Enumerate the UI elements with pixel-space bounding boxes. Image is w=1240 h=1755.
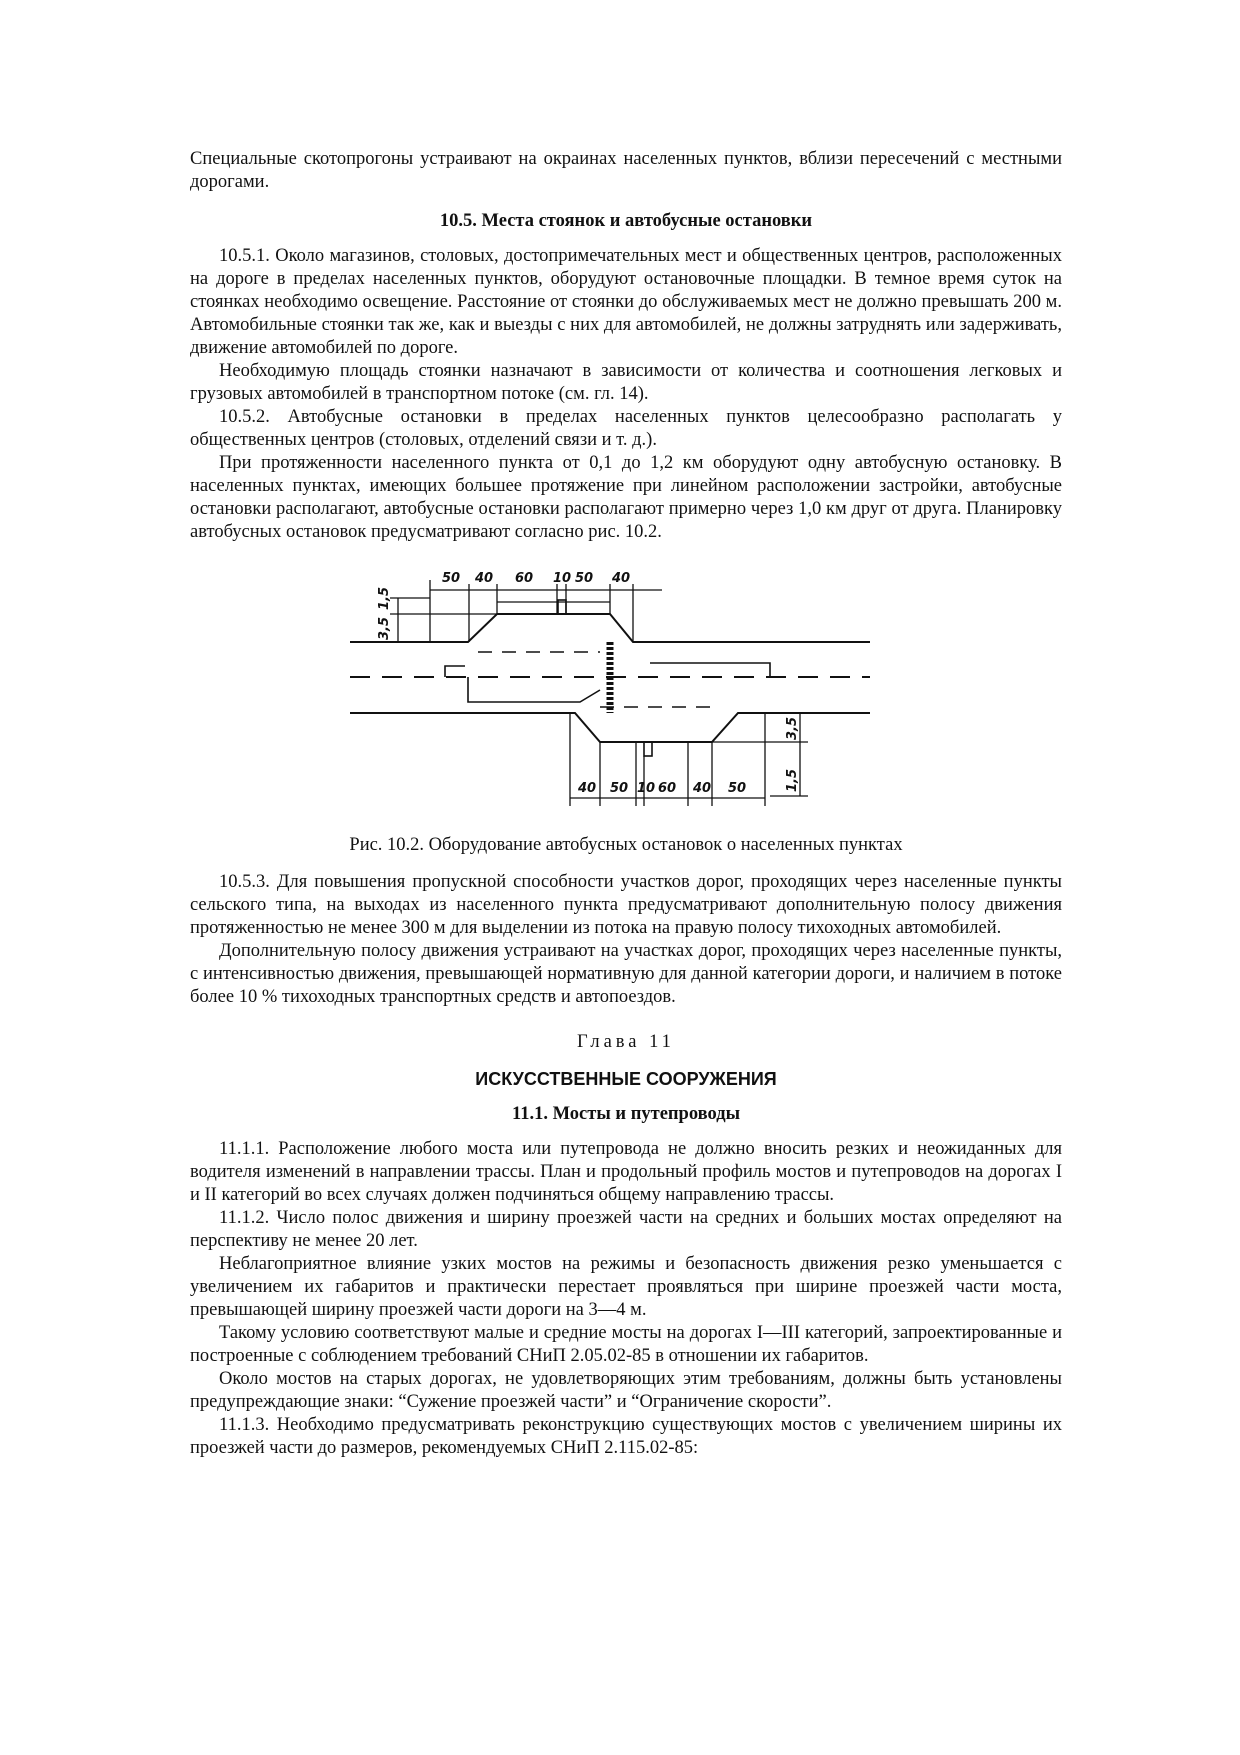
- paragraph-10-5-1: 10.5.1. Около магазинов, столовых, достопримечательных мест и общественных центров, расположенных на дороге в пределах населенных пунктов, оборудуют остановочные площадки. В темное время суток на стоянках необходимо освещение. Расстояние от стоянки до обслуживаемых мест не должно превышать 200 м. Автомобильные стоянки так же, как и выезды с них для автомобилей, не должны затруднять или задерживать, движение автомобилей по дороге.: [190, 246, 1062, 358]
- paragraph-bridge-conditions: Такому условию соответствуют малые и средние мосты на дорогах I—III категорий, запроектированные и построенные с соблюдением требований СНиП 2.05.02-85 в отношении их габаритов.: [190, 1323, 1062, 1366]
- upper-road-edge: [350, 614, 870, 642]
- bottom-shelter: [644, 742, 652, 756]
- section-10-5-heading: 10.5. Места стоянок и автобусные остановки: [439, 211, 813, 231]
- paragraph-11-1-3: 11.1.3. Необходимо предусматривать реконструкцию существующих мостов с увеличением ширины их проезжей части до размеров, рекомендуемых СНиП 2.115.02-85:: [190, 1415, 1062, 1458]
- paragraph-10-5-2: 10.5.2. Автобусные остановки в пределах населенных пунктов целесообразно располагать у общественных центров (столовых, отделений связи и т. д.).: [190, 407, 1062, 450]
- chapter-title: ИСКУССТВЕННЫЕ СООРУЖЕНИЯ: [475, 1069, 777, 1089]
- top-dim-6: 40: [612, 571, 631, 586]
- bottom-dim-4: 60: [658, 781, 677, 796]
- page-content: [190, 148, 1062, 1460]
- paragraph-additional-lane: Дополнительную полосу движения устраивают на участках дорог, проходящих через населенные пункты, с интенсивностью движения, превышающей нормативную для данной категории дороги, и наличием в потоке более 10 % тихоходных транспортных средств и автопоездов.: [190, 941, 1062, 1007]
- paragraph-bus-stop-spacing: При протяженности населенного пункта от 0,1 до 1,2 км оборудуют одну автобусную остановку. В населенных пунктах, имеющих большее протяжение при линейном расположении застройки, автобусные остановки располагают, автобусные остановки располагают примерно через 1,0 км друг от друга. Планировку автобусных остановок предусматривают согласно рис. 10.2.: [190, 453, 1062, 542]
- section-11-1-heading: 11.1. Мосты и путепроводы: [511, 1104, 741, 1124]
- bottom-dim-5: 40: [693, 781, 712, 796]
- top-dim-1: 50: [442, 571, 461, 586]
- bus-stop-layout-diagram: [350, 562, 870, 820]
- paragraph-parking-area: Необходимую площадь стоянки назначают в зависимости от количества и соотношения легковых и грузовых автомобилей в транспортном потоке (см. гл. 14).: [190, 361, 1062, 404]
- paragraph-11-1-2: 11.1.2. Число полос движения и ширину проезжей части на средних и больших мостах определяют на перспективу не менее 20 лет.: [190, 1208, 1062, 1251]
- top-dim-5: 50: [575, 571, 594, 586]
- paragraph-10-5-3: 10.5.3. Для повышения пропускной способности участков дорог, проходящих через населенные пункты сельского типа, на выходах из населенного пункта предусматривают дополнительную полосу движения протяженностью не менее 300 м для выделении из потока на правую полосу тихоходных автомобилей.: [190, 872, 1062, 938]
- top-side-dim-2: 1,5: [377, 586, 392, 610]
- intro-paragraph: Специальные скотопрогоны устраивают на окраинах населенных пунктов, вблизи пересечений с местными дорогами.: [190, 149, 1062, 192]
- paragraph-narrow-bridges: Неблагоприятное влияние узких мостов на режимы и безопасность движения резко уменьшается с увеличением их габаритов и практически перестает проявляться при ширине проезжей части моста, превышающей ширину проезжей части дороги на 3—4 м.: [190, 1254, 1062, 1320]
- top-dim-2: 40: [475, 571, 494, 586]
- bottom-dim-1: 40: [578, 781, 597, 796]
- figure-10-2: [190, 562, 1062, 820]
- bottom-dim-6: 50: [728, 781, 747, 796]
- top-dim-4: 10: [553, 571, 572, 586]
- transition-marks: [445, 666, 600, 702]
- bottom-dim-3: 10: [637, 781, 656, 796]
- bottom-dim-2: 50: [610, 781, 629, 796]
- top-dimension-lines: [390, 580, 662, 642]
- bottom-dimension-lines: [570, 713, 808, 806]
- top-dim-3: 60: [515, 571, 534, 586]
- bottom-side-dim-1: 3,5: [785, 716, 800, 740]
- paragraph-11-1-1: 11.1.1. Расположение любого моста или путепровода не должно вносить резких и неожиданных для водителя изменений в направлении трассы. План и продольный профиль мостов и путепроводов на дорогах I и II категорий во всех случаях должен подчиняться общему направлению трассы.: [190, 1139, 1062, 1205]
- figure-caption: Рис. 10.2. Оборудование автобусных остановок о населенных пунктах: [349, 835, 903, 855]
- paragraph-warning-signs: Около мостов на старых дорогах, не удовлетворяющих этим требованиям, должны быть установлены предупреждающие знаки: “Сужение проезжей части” и “Ограничение скорости”.: [190, 1369, 1062, 1412]
- bottom-side-dim-2: 1,5: [785, 768, 800, 792]
- chapter-label: Глава 11: [577, 1032, 675, 1052]
- top-side-dim-1: 3,5: [377, 616, 392, 640]
